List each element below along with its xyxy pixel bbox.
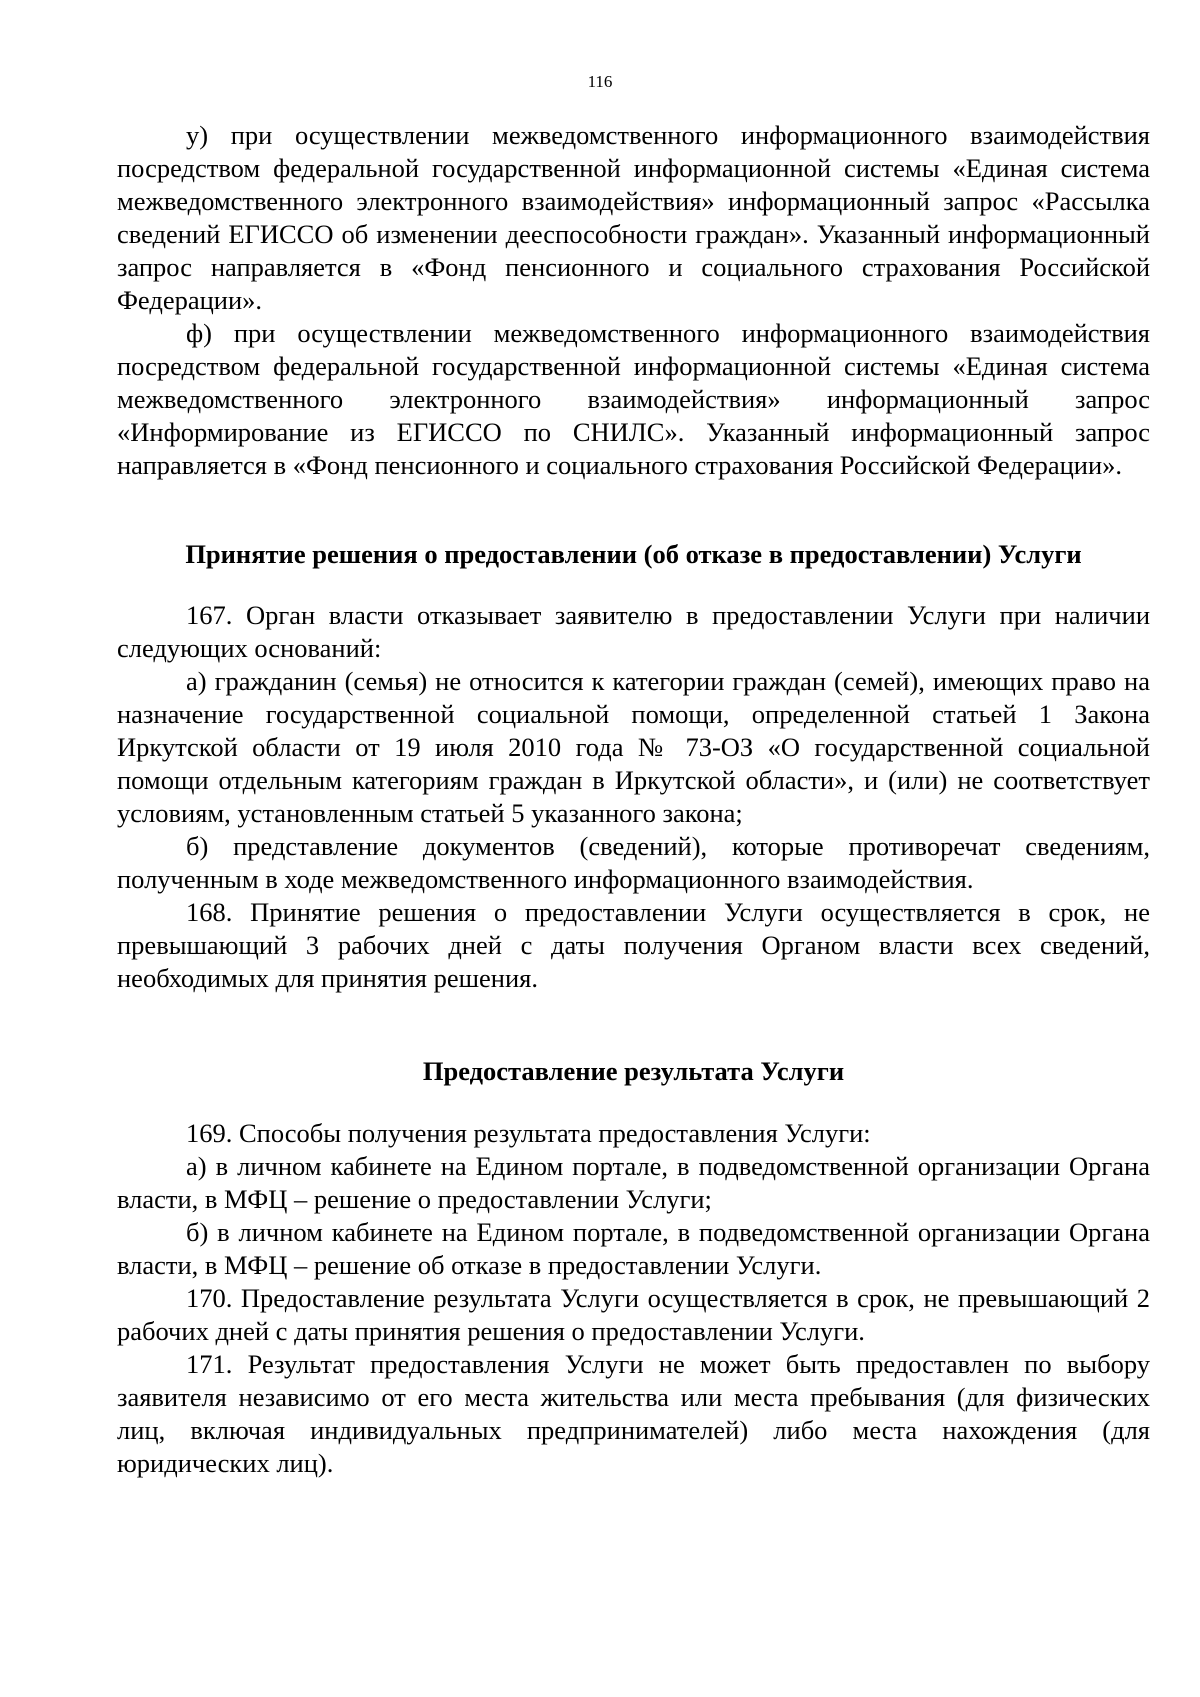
- paragraph-169-b: б) в личном кабинете на Едином портале, в подведомственной организации Органа власти, в МФЦ – решение об отказе в предоставлении Услуги.: [117, 1217, 1150, 1280]
- paragraph-169-a: а) в личном кабинете на Едином портале, в подведомственной организации Органа власти, в МФЦ – решение о предоставлении Услуги;: [117, 1151, 1150, 1214]
- paragraph-167-b: б) представление документов (сведений), которые противоречат сведениям, полученным в ходе межведомственного информационного взаимодействия.: [117, 831, 1150, 894]
- section-heading-result: Предоставление результата Услуги: [422, 1056, 845, 1086]
- document-body: [117, 119, 1150, 1480]
- spacer: [117, 571, 1150, 599]
- section-heading-decision: Принятие решения о предоставлении (об отказе в предоставлении) Услуги: [185, 539, 1082, 569]
- page-number: 116: [587, 72, 613, 91]
- paragraph-168: 168. Принятие решения о предоставлении Услуги осуществляется в срок, не превышающий 3 рабочих дней с даты получения Органом власти всех сведений, необходимых для принятия решения.: [117, 897, 1150, 993]
- spacer: [117, 995, 1150, 1055]
- paragraph-167-a: а) гражданин (семья) не относится к категории граждан (семей), имеющих право на назначение государственной социальной помощи, определенной статьей 1 Закона Иркутской области от 19 июля 2010 года № 73-ОЗ «О государственной социальной помощи отдельным категориям граждан в Иркутской области», и (или) не соответствует условиям, установленным статьей 5 указанного закона;: [117, 666, 1150, 828]
- paragraph-171: 171. Результат предоставления Услуги не может быть предоставлен по выбору заявителя независимо от его места жительства или места пребывания (для физических лиц, включая индивидуальных предпринимателей) либо места нахождения (для юридических лиц).: [117, 1349, 1150, 1478]
- spacer: [117, 1088, 1150, 1117]
- paragraph-u: у) при осуществлении межведомственного информационного взаимодействия посредством федеральной государственной информационной системы «Единая система межведомственного электронного взаимодействия» информационный запрос «Рассылка сведений ЕГИССО об изменении дееспособности граждан». Указанный информационный запрос направляется в «Фонд пенсионного и социального страхования Российской Федерации».: [117, 120, 1150, 315]
- paragraph-170: 170. Предоставление результата Услуги осуществляется в срок, не превышающий 2 рабочих дней с даты принятия решения о предоставлении Услуги.: [117, 1283, 1150, 1346]
- spacer: [117, 482, 1150, 538]
- paragraph-167: 167. Орган власти отказывает заявителю в предоставлении Услуги при наличии следующих оснований:: [117, 600, 1150, 663]
- paragraph-169: 169. Способы получения результата предоставления Услуги:: [186, 1118, 871, 1148]
- paragraph-f: ф) при осуществлении межведомственного информационного взаимодействия посредством федеральной государственной информационной системы «Единая система межведомственного электронного взаимодействия» информационный запрос «Информирование из ЕГИССО по СНИЛС». Указанный информационный запрос направляется в «Фонд пенсионного и социального страхования Российской Федерации».: [117, 318, 1150, 480]
